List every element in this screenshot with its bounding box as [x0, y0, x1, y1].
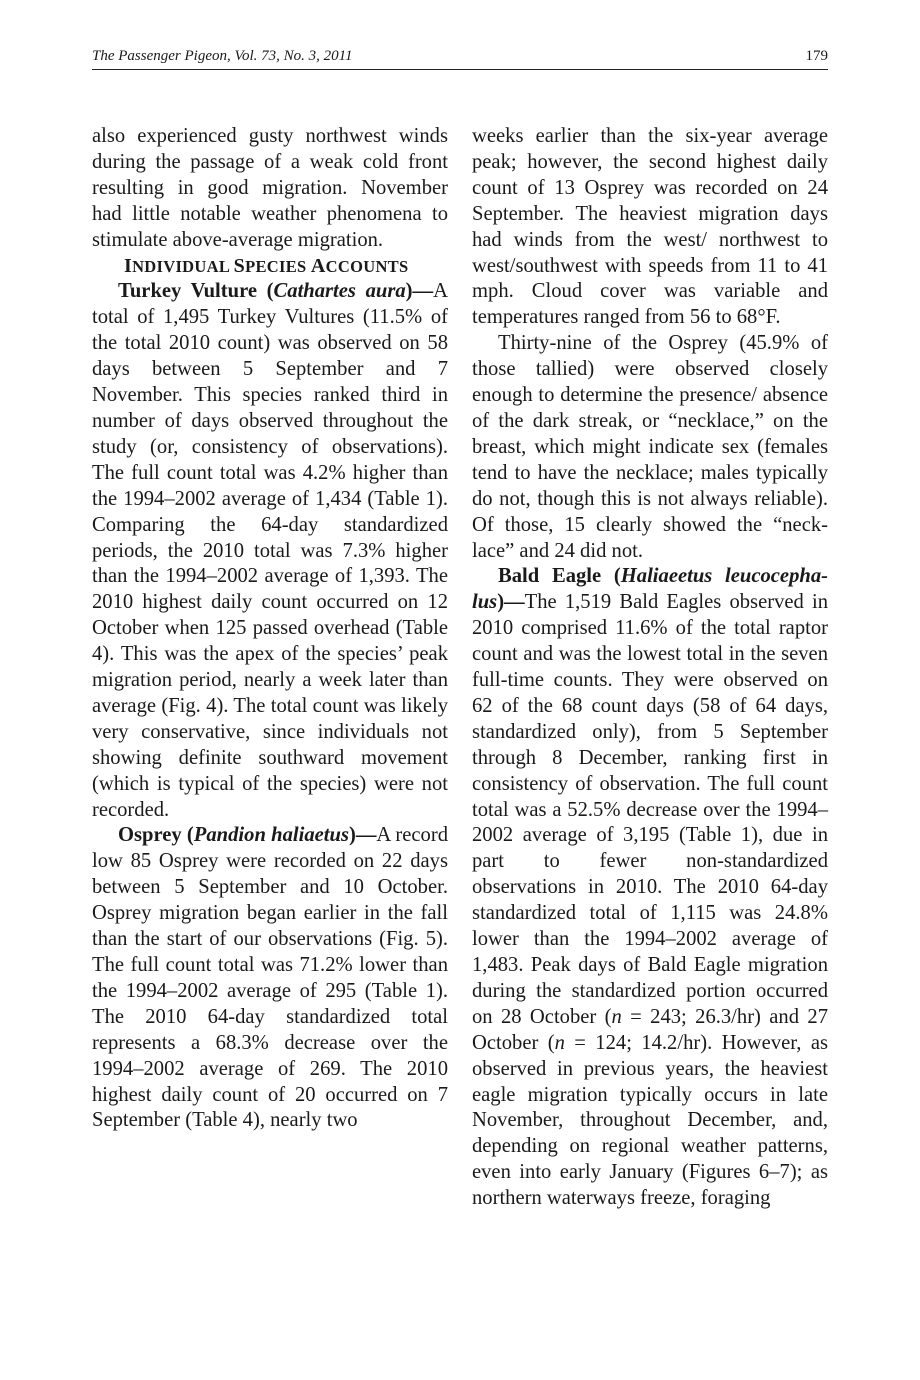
species-name: Osprey (: [118, 824, 194, 847]
species-scientific-name: Haliaeetus leucocephalus: [472, 565, 828, 614]
species-name: Bald Eagle (: [498, 565, 621, 588]
running-header: [92, 48, 828, 70]
bald-eagle-paragraph: Bald Eagle (Haliaeetus leucocephalus)—The 1,519 Bald Eagles observed in 2010 comprised 11.6% of the total raptor count and was the lowest total in the seven full-time counts. They were observed on 62 of the 68 count days (58 of 64 days, standardized only), from 5 September through 8 December, ranking first in consistency of observation. The full count total was a 52.5% decrease over the 1994–2002 average of 3,195 (Table 1), due in part to fewer non-standardized observations in 2010. The 2010 64-day standardized total of 1,115 was 24.8% lower than the 1994–2002 average of 1,483. Peak days of Bald Eagle migration during the standardized portion occurred on 28 October (n = 243; 26.3/hr) and 27 October (n = 124; 14.2/hr). However, as observed in previous years, the heaviest eagle migration typically occurs in late November, throughout December, and, depending on regional weather patterns, even into early January (Figures 6–7); as northern waterways freeze, foraging: [472, 565, 828, 1210]
sample-size-symbol: n: [611, 1005, 622, 1028]
osprey-continued-paragraph: weeks earlier than the six-year average peak; however, the second highest daily count of 13 Osprey was recorded on 24 September. The heaviest migration days had winds from the west/ northwest to west/southwest with speeds from 11 to 41 mph. Cloud cover was variable and temperatures ranged from 56 to 68°F.: [472, 125, 828, 329]
species-account-text: The 1,519 Bald Eagles observed in 2010 comprised 11.6% of the total raptor count and was the lowest total in the seven full-time counts. They were observed on 62 of the 68 count days (58 of 64 days, standardized only), from 5 September through 8 December, ranking first in consistency of observation. The full count total was a 52.5% decrease over the 1994–2002 average of 3,195 (Table 1), due in part to fewer non-standardized observations in 2010. The 2010 64-day standardized total of 1,115 was 24.8% lower than the 1994–2002 average of 1,483. Peak days of Bald Eagle migration during the standardized portion occurred on 28 October (: [472, 591, 828, 1028]
intro-paragraph: also experienced gusty northwest winds during the passage of a weak cold front resulting in good migration. November had little notable weather phenomena to stimulate above-average migration.: [92, 125, 448, 251]
osprey-necklace-paragraph: Thirty-nine of the Osprey (45.9% of those tallied) were observed closely enough to determine the presence/ absence of the dark streak, or “necklace,” on the breast, which might indicate sex (females tend to have the necklace; males typically do not, though this is not always reliable). Of those, 15 clearly showed the “necklace” and 24 did not.: [472, 332, 828, 562]
journal-citation: The Passenger Pigeon, Vol. 73, No. 3, 2011: [92, 48, 353, 64]
species-name: Turkey Vulture (: [118, 280, 274, 303]
turkey-vulture-paragraph: Turkey Vulture (Cathartes aura)—A total of 1,495 Turkey Vultures (11.5% of the total 2010 count) was observed on 58 days between 5 September and 7 November. This species ranked third in number of days observed throughout the study (or, consistency of observations). The full count total was 4.2% higher than the 1994–2002 average of 1,434 (Table 1). Comparing the 64-day standardized periods, the 2010 total was 7.3% higher than the 1994–2002 average of 1,393. The 2010 highest daily count occurred on 12 October when 125 passed overhead (Table 4). This was the apex of the species’ peak migration period, nearly a week later than average (Fig. 4). The total count was likely very conservative, since individuals not showing definite southward movement (which is typical of the species) were not recorded.: [92, 280, 448, 821]
species-account-text: A record low 85 Osprey were recorded on 22 days between 5 September and 10 October. Osprey migration began earlier in the fall than the start of our observations (Fig. 5). The full count total was 71.2% lower than the 1994–2002 average of 295 (Table 1). The 2010 64-day standardized total represents a 68.3% decrease over the 1994–2002 average of 269. The 2010 highest daily count of 20 occurred on 7 September (Table 4), nearly two: [92, 824, 448, 1132]
sample-size-symbol: n: [554, 1031, 565, 1054]
page-number: 179: [805, 48, 828, 64]
osprey-paragraph: Osprey (Pandion haliaetus)—A record low 85 Osprey were recorded on 22 days between 5 September and 10 October. Osprey migration began earlier in the fall than the start of our observations (Fig. 5). The full count total was 71.2% lower than the 1994–2002 average of 295 (Table 1). The 2010 64-day standardized total represents a 68.3% decrease over the 1994–2002 average of 269. The 2010 highest daily count of 20 occurred on 7 September (Table 4), nearly two: [92, 824, 448, 1132]
section-heading: INDIVIDUAL SPECIES ACCOUNTS: [124, 254, 409, 277]
species-account-text: A total of 1,495 Turkey Vultures (11.5% of the total 2010 count) was observed on 58 days between 5 September and 7 November. This species ranked third in number of days observed throughout the study (or, consistency of observations). The full count total was 4.2% higher than the 1994–2002 average of 1,434 (Table 1). Comparing the 64-day standardized periods, the 2010 total was 7.3% higher than the 1994–2002 average of 1,393. The 2010 highest daily count occurred on 12 October when 125 passed overhead (Table 4). This was the apex of the species’ peak migration period, nearly a week later than average (Fig. 4). The total count was likely very conservative, since individuals not showing definite southward movement (which is typical of the species) were not recorded.: [92, 280, 448, 821]
species-scientific-name: Pandion haliaetus: [193, 824, 349, 847]
species-scientific-name: Cathartes aura: [273, 280, 406, 303]
right-column: [472, 124, 828, 1212]
left-column: [92, 124, 448, 1134]
